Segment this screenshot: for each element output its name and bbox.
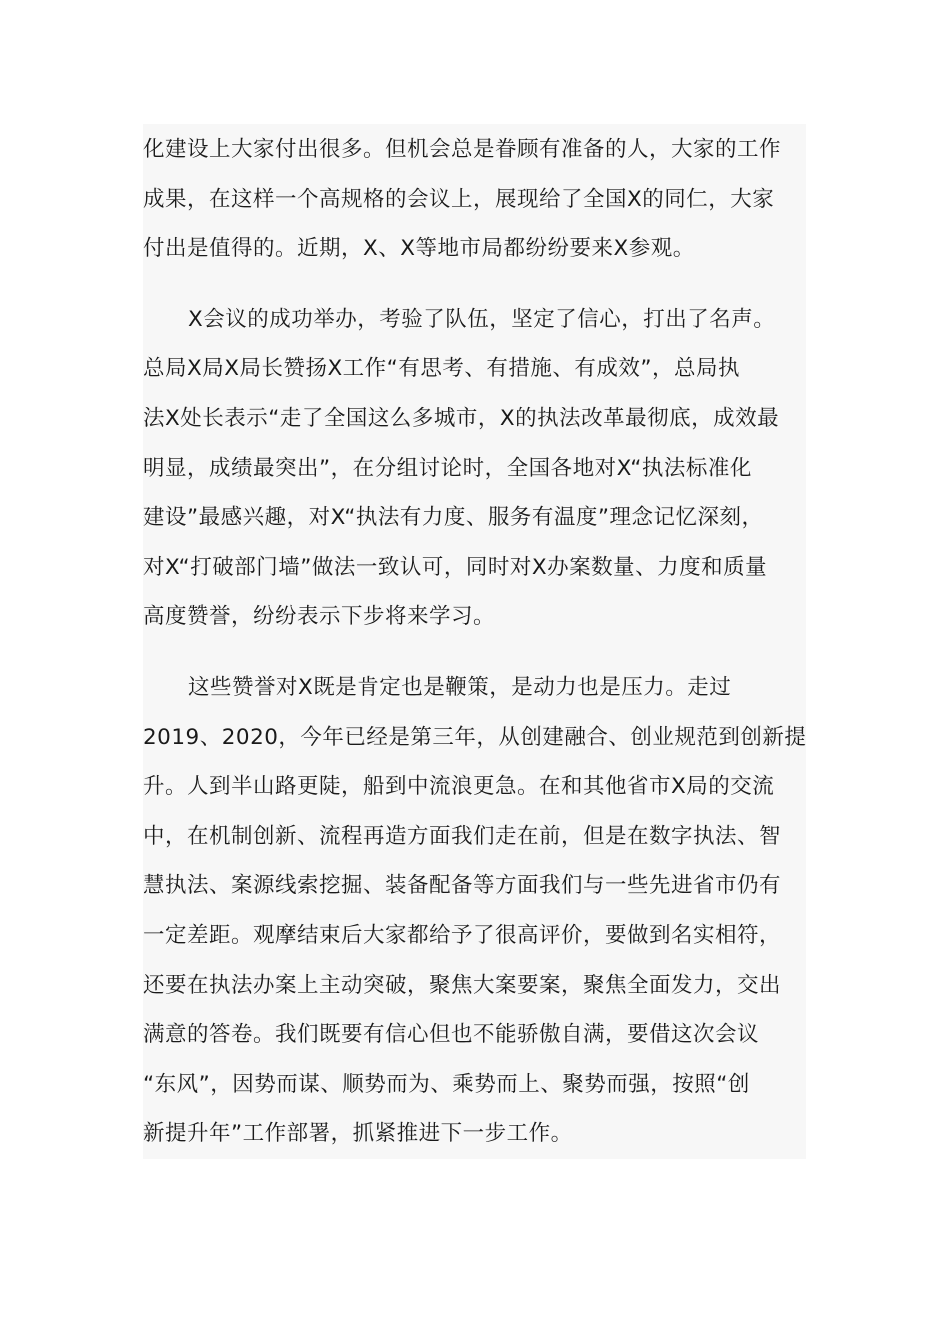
paragraph-1 (143, 125, 806, 274)
text-line: 对X“打破部门墙”做法一致认可，同时对X办案数量、力度和质量 (143, 554, 768, 580)
text-line: 中，在机制创新、流程再造方面我们走在前，但是在数字执法、智 (143, 823, 782, 849)
text-line: X会议的成功举办，考验了队伍，坚定了信心，打出了名声。 (188, 306, 776, 332)
text-line: 付出是值得的。近期，X、X等地市局都纷纷要来X参观。 (143, 236, 695, 262)
document-body (143, 124, 806, 1159)
paragraph-3 (143, 663, 806, 1159)
text-line: 这些赞誉对X既是肯定也是鞭策，是动力也是压力。走过 (188, 674, 732, 700)
text-line: 法X处长表示“走了全国这么多城市，X的执法改革最彻底，成效最 (143, 405, 780, 431)
text-line: 建设”最感兴趣，对X“执法有力度、服务有温度”理念记忆深刻， (143, 505, 764, 531)
text-line: 慧执法、案源线索挖掘、装备配备等方面我们与一些先进省市仍有 (143, 873, 782, 899)
text-line: 高度赞誉，纷纷表示下步将来学习。 (143, 604, 496, 630)
text-line: 一定差距。观摩结束后大家都给予了很高评价，要做到名实相符， (143, 922, 782, 948)
text-line: 升。人到半山路更陡，船到中流浪更急。在和其他省市X局的交流 (143, 774, 775, 800)
text-line: 明显，成绩最突出”，在分组讨论时，全国各地对X“执法标准化 (143, 455, 752, 481)
text-line: 总局X局X局长赞扬X工作“有思考、有措施、有成效”，总局执 (143, 356, 740, 382)
text-line: 2019、2020，今年已经是第三年，从创建融合、创业规范到创新提 (143, 724, 806, 750)
paragraph-2 (143, 295, 806, 642)
text-line: 新提升年”工作部署，抓紧推进下一步工作。 (143, 1121, 573, 1147)
text-line: 成果，在这样一个高规格的会议上，展现给了全国X的同仁，大家 (143, 186, 775, 212)
text-line: 化建设上大家付出很多。但机会总是眷顾有准备的人，大家的工作 (143, 137, 782, 162)
text-line: “东风”，因势而谋、顺势而为、乘势而上、聚势而强，按照“创 (143, 1071, 750, 1097)
text-line: 还要在执法办案上主动突破，聚焦大案要案，聚焦全面发力，交出 (143, 972, 782, 998)
text-line: 满意的答卷。我们既要有信心但也不能骄傲自满，要借这次会议 (143, 1022, 760, 1048)
